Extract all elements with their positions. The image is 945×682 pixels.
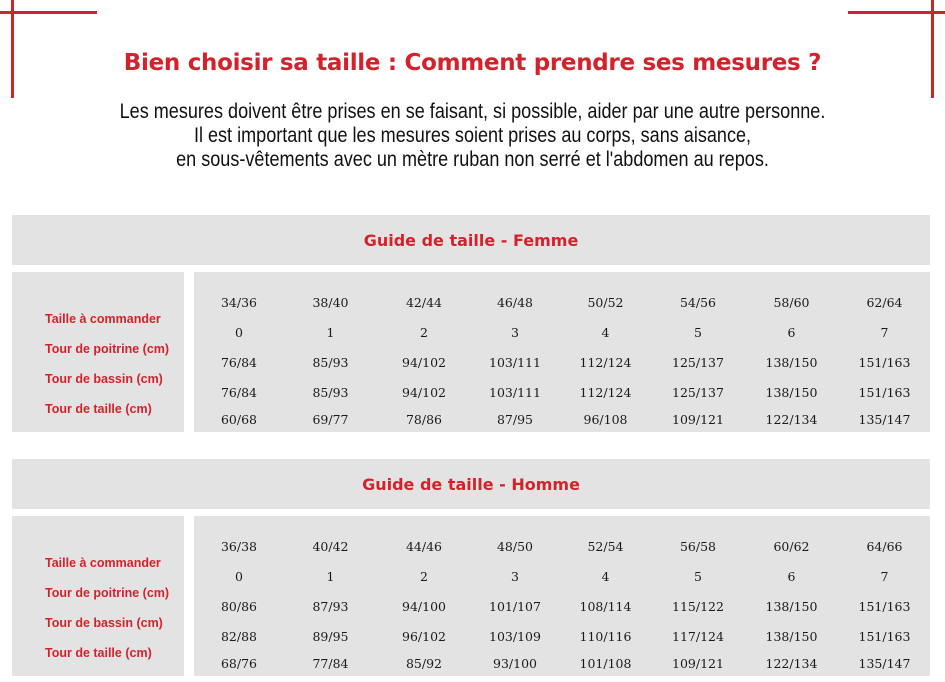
row-label-taille: Taille à commander	[45, 556, 161, 570]
cell-waist: 87/95	[496, 412, 534, 427]
cell-chest: 151/163	[858, 598, 911, 614]
cell-size-to-order: 5	[694, 324, 702, 340]
guide-femme-grid	[194, 272, 930, 432]
cell-size-range: 46/48	[496, 294, 534, 310]
cell-size-to-order: 6	[787, 568, 796, 584]
cell-hips: 85/93	[312, 384, 349, 400]
cell-chest: 115/122	[672, 598, 724, 614]
cell-waist: 109/121	[672, 412, 724, 427]
intro-line-2: Il est important que les mesures soient prises au corps, sans aisance,	[193, 124, 752, 147]
cell-size-range: 58/60	[773, 294, 810, 310]
cell-hips: 89/95	[312, 628, 349, 644]
cell-waist: 109/121	[672, 656, 724, 671]
cell-size-to-order: 2	[420, 324, 428, 340]
cell-hips: 110/116	[579, 628, 632, 644]
cell-size-to-order: 3	[511, 324, 519, 340]
cell-hips: 151/163	[858, 628, 911, 644]
row-label-taille: Taille à commander	[45, 312, 161, 326]
row-label-taille-cm: Tour de taille (cm)	[45, 646, 152, 660]
cell-size-range: 42/44	[405, 294, 443, 310]
cell-chest: 112/124	[579, 354, 632, 370]
row-label-bassin: Tour de bassin (cm)	[45, 372, 163, 386]
cell-waist: 101/108	[579, 656, 632, 671]
cell-size-range: 34/36	[220, 294, 258, 310]
cell-waist: 122/134	[765, 656, 818, 671]
page-title: Bien choisir sa taille : Comment prendre ses mesures ?	[123, 50, 822, 76]
cell-chest: 138/150	[765, 354, 818, 370]
cell-size-to-order: 1	[326, 568, 335, 584]
cell-hips: 151/163	[858, 384, 911, 400]
cell-chest: 108/114	[579, 598, 632, 614]
cell-waist: 122/134	[765, 412, 818, 427]
cell-hips: 94/102	[402, 384, 446, 400]
grid-spacer	[194, 516, 930, 531]
cell-waist: 135/147	[858, 412, 911, 427]
cell-waist: 69/77	[312, 412, 349, 427]
cell-size-to-order: 4	[601, 568, 610, 584]
cell-chest: 76/84	[220, 354, 258, 370]
cell-waist: 96/108	[583, 412, 628, 427]
cell-size-range: 50/52	[587, 294, 624, 310]
row-label-taille-cm: Tour de taille (cm)	[45, 402, 152, 416]
cell-size-to-order: 2	[420, 568, 428, 584]
cell-chest: 138/150	[765, 598, 818, 614]
grid-spacer	[194, 272, 930, 287]
cell-size-to-order: 7	[880, 324, 889, 340]
cell-hips: 125/137	[672, 384, 724, 400]
cell-chest: 87/93	[312, 598, 349, 614]
cell-chest: 103/111	[489, 354, 541, 370]
cell-size-to-order: 4	[601, 324, 610, 340]
cell-size-to-order: 0	[235, 568, 243, 584]
row-label-poitrine: Tour de poitrine (cm)	[45, 586, 170, 600]
row-label-poitrine: Tour de poitrine (cm)	[45, 342, 170, 356]
cell-size-range: 64/66	[866, 538, 903, 554]
cell-chest: 94/102	[402, 354, 446, 370]
corner-bracket-top-right-vertical	[931, 0, 934, 98]
cell-size-range: 62/64	[866, 294, 903, 310]
guide-femme-values-panel	[194, 272, 930, 432]
cell-waist: 68/76	[220, 656, 258, 671]
cell-chest: 80/86	[220, 598, 258, 614]
cell-hips: 112/124	[579, 384, 632, 400]
cell-chest: 85/93	[312, 354, 349, 370]
cell-size-range: 56/58	[679, 538, 717, 554]
cell-size-range: 60/62	[773, 538, 810, 554]
intro-line-3: en sous-vêtements avec un mètre ruban non serré et l'abdomen au repos.	[176, 148, 769, 171]
cell-waist: 85/92	[405, 656, 443, 671]
cell-waist: 135/147	[858, 656, 911, 671]
cell-waist: 93/100	[493, 656, 537, 671]
cell-size-to-order: 5	[694, 568, 702, 584]
cell-size-to-order: 3	[511, 568, 519, 584]
cell-hips: 117/124	[672, 628, 724, 644]
cell-size-to-order: 7	[880, 568, 889, 584]
cell-chest: 94/100	[402, 598, 446, 614]
corner-bracket-top-left-horizontal	[0, 11, 97, 14]
cell-size-to-order: 6	[787, 324, 796, 340]
cell-size-range: 36/38	[220, 538, 258, 554]
corner-bracket-top-left-vertical	[11, 0, 14, 98]
cell-size-range: 40/42	[312, 538, 349, 554]
guide-femme-header: Guide de taille - Femme	[12, 215, 930, 265]
cell-size-range: 52/54	[587, 538, 624, 554]
cell-hips: 82/88	[220, 628, 258, 644]
cell-waist: 77/84	[312, 656, 349, 671]
cell-hips: 103/109	[489, 628, 541, 644]
intro-line-1: Les mesures doivent être prises en se faisant, si possible, aider par une autre personne.	[119, 100, 826, 123]
cell-hips: 138/150	[765, 384, 818, 400]
intro-paragraph	[66, 100, 879, 172]
cell-hips: 103/111	[489, 384, 541, 400]
cell-waist: 78/86	[405, 412, 443, 427]
cell-chest: 101/107	[489, 598, 541, 614]
cell-chest: 151/163	[858, 354, 911, 370]
guide-homme-label-panel	[12, 516, 184, 676]
guide-homme-header: Guide de taille - Homme	[12, 459, 930, 509]
cell-size-range: 48/50	[496, 538, 534, 554]
cell-size-range: 38/40	[312, 294, 349, 310]
cell-hips: 96/102	[402, 628, 446, 644]
cell-hips: 76/84	[220, 384, 258, 400]
cell-hips: 138/150	[765, 628, 818, 644]
guide-femme-label-panel	[12, 272, 184, 432]
guide-homme-values-panel	[194, 516, 930, 676]
cell-waist: 60/68	[220, 412, 258, 427]
row-label-bassin: Tour de bassin (cm)	[45, 616, 163, 630]
cell-size-to-order: 0	[235, 324, 243, 340]
cell-chest: 125/137	[672, 354, 724, 370]
guide-homme-grid	[194, 516, 930, 676]
cell-size-to-order: 1	[326, 324, 335, 340]
cell-size-range: 54/56	[679, 294, 717, 310]
cell-size-range: 44/46	[405, 538, 443, 554]
